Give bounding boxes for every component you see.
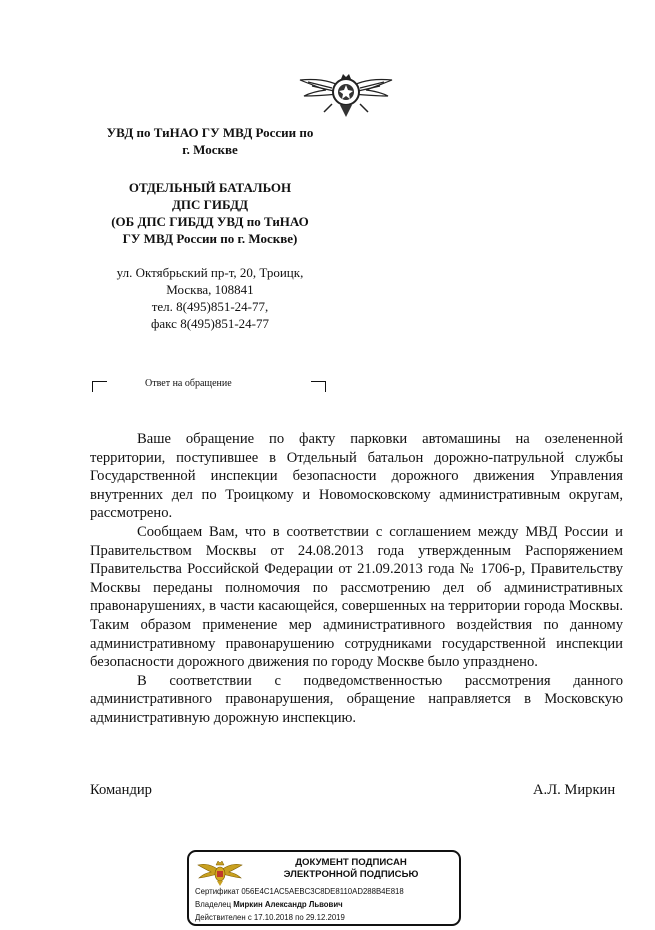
stamp-title: ДОКУМЕНТ ПОДПИСАН ЭЛЕКТРОННОЙ ПОДПИСЬЮ: [283, 857, 419, 880]
electronic-signature-stamp: [187, 850, 461, 926]
signatory-role: Командир: [90, 782, 152, 798]
body-paragraph: Сообщаем Вам, что в соответствии с соглашением между МВД России и Правительством Москвы от 24.08.2013 года утвержденным Распоряжением Правительства Российской Федерации от 21.09.2013 года № 1706-р, Правительству Москвы переданы полномочия по рассмотрению дел об административных правонарушениях, в части касающейся, совершенных на территории города Москвы. Таким образом применение мер административного воздействия по данному административному правонарушению сотрудниками государственной инспекции безопасности дорожного движения по городу Москве было упразднено.: [90, 523, 623, 671]
body-paragraph: Ваше обращение по факту парковки автомашины на озелененной территории, поступившее в Отдельный батальон дорожно-патрульной службы Государственной инспекции безопасности дорожного движения Управления внутренних дел по Троицкому и Новомосковскому административным округам, рассмотрено.: [90, 431, 623, 522]
subject-line: Ответ на обращение: [145, 378, 232, 389]
unit-name: ОТДЕЛЬНЫЙ БАТАЛЬОН ДПС ГИБДД (ОБ ДПС ГИБДД УВД по ТиНАО ГУ МВД России по г. Москве): [111, 180, 309, 246]
eagle-emblem-icon: [197, 857, 243, 887]
subject-corner-right: [311, 381, 326, 392]
address-block: ул. Октябрьский пр-т, 20, Троицк, Москва, 108841 тел. 8(495)851-24-77, факс 8(495)851-24-77: [116, 265, 304, 331]
mvd-emblem-icon: [296, 60, 396, 120]
letterhead: [80, 124, 340, 247]
signatory-name: А.Л. Миркин: [533, 782, 616, 798]
stamp-validity: Действителен с 17.10.2018 по 29.12.2019: [195, 913, 345, 922]
organization-name: УВД по ТиНАО ГУ МВД России по г. Москве: [106, 125, 314, 157]
stamp-certificate: Сертификат 056E4C1AC5AEBC3C8DE8110AD288B4E818: [195, 887, 404, 896]
body-paragraph: В соответствии с подведомственностью рассмотрения данного административного правонарушения, обращение направляется в Московскую административную дорожную инспекцию.: [90, 672, 623, 726]
subject-corner-left: [92, 381, 107, 392]
stamp-owner: Владелец Миркин Александр Львович: [195, 900, 343, 909]
letter-body: [90, 430, 623, 728]
